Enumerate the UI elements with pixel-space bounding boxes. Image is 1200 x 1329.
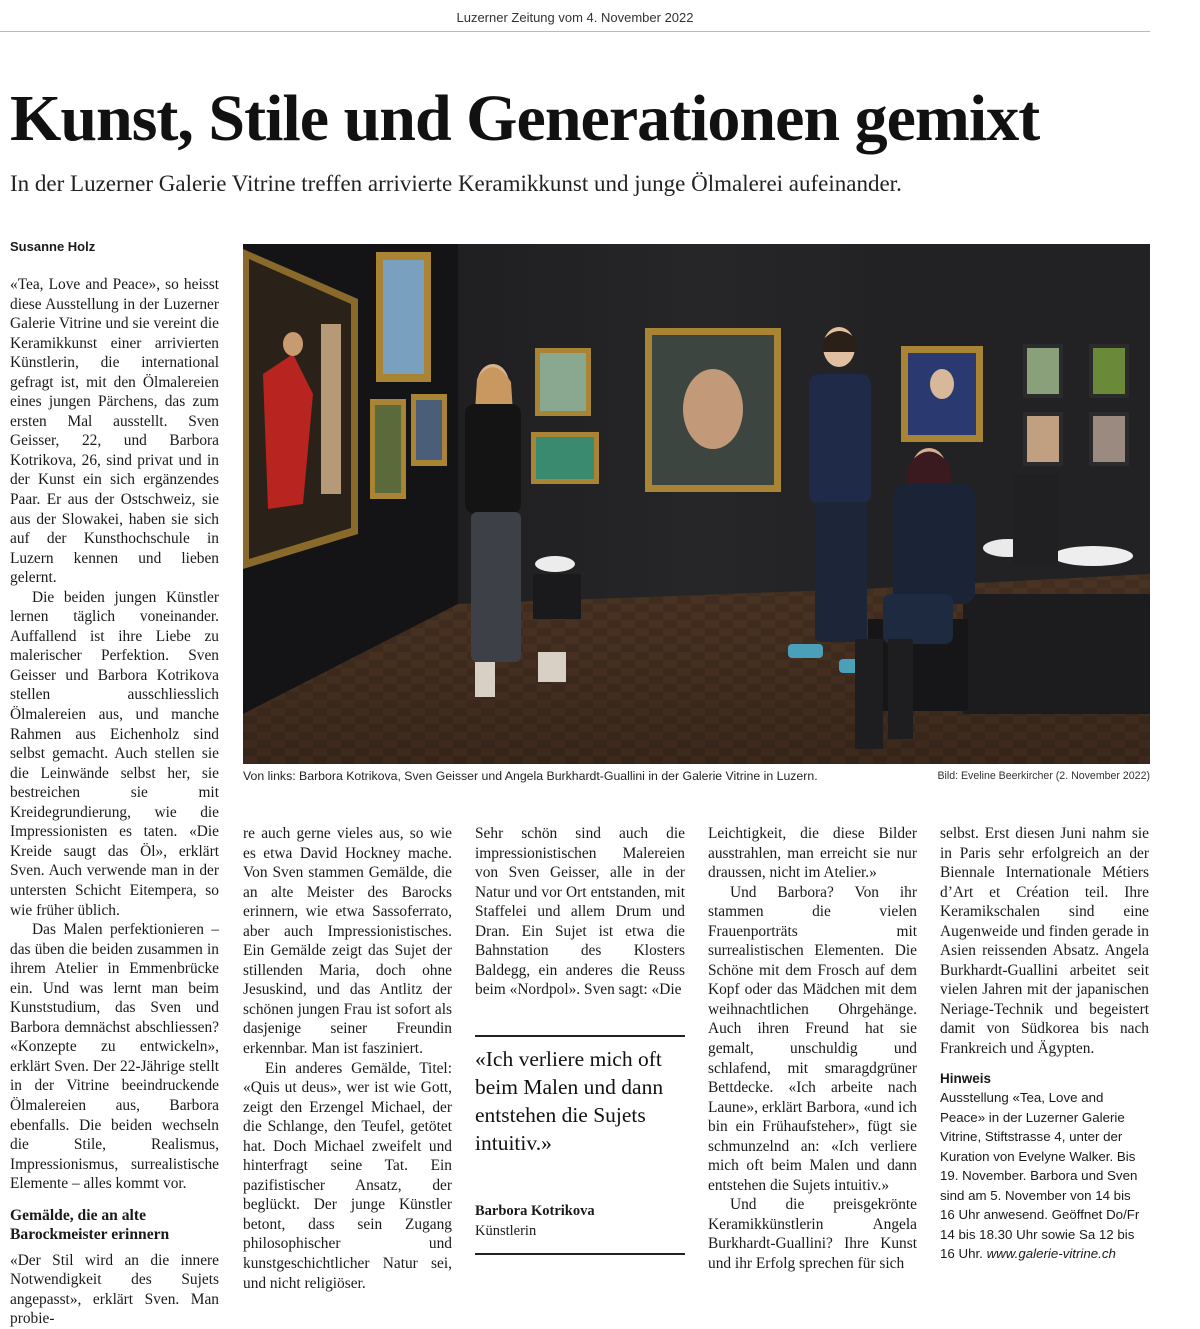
- quote-rule-bottom: [475, 1253, 685, 1255]
- paragraph: Das Malen perfektionieren – das üben die beiden zusammen in ihrem Atelier in Emmenbrücke ein. Und was lernt man beim Kunststudium, das Sven und Barbora demnächst abschliessen? «Konzepte zu entwickeln», erklärt Sven. Der 22-Jährige stellt in der Vitrine beeindruckende Ölmalereien aus, Barbora ebenfalls. Die beiden wechseln die Stile, Realismus, Impressionismus, surrealistische Elemente – alles kommt vor.: [10, 921, 219, 1193]
- paragraph: Die beiden jungen Künstler lernen täglich voneinander. Auffallend ist ihre Liebe zu malerischer Perfektion. Sven Geisser und Barbora Kotrikova stellen ausschliesslich Ölmalereien aus, und manche Rahmen aus Eichenholz sind selbst gemacht. Auch stellen sie die Leinwände selbst her, sie bestreichen sie mit Kreidegrundierung, wie die Impressionisten es taten. «Die Kreide saugt das Öl», erklärt Sven. Auch verwende man in der untersten Schicht Eitempera, so wie früher üblich.: [10, 588, 219, 919]
- paragraph: Und die preisgekrönte Keramikkünstlerin Angela Burkhardt-Guallini? Ihre Kunst und ihr Erfolg sprechen für sich: [708, 1196, 917, 1273]
- quote-rule-top: [475, 1035, 685, 1037]
- paragraph: Ein anderes Gemälde, Titel: «Quis ut deus», wer ist wie Gott, zeigt den Erzengel Michael, der die Schlange, den Teufel, getötet hat. Doch Michael zweifelt und hinterfragt seine Tat. Ein pazifistischer Ansatz, der beglückt. Der junge Künstler betont, dass sein Zugang philosophischer und kunstgeschichtlicher Natur sei, und nicht religiöser.: [243, 1059, 452, 1292]
- quote-text: «Ich verliere mich oft beim Malen und dann entstehen die Sujets intuitiv.»: [475, 1047, 664, 1155]
- subheadline: In der Luzerner Galerie Vitrine treffen arrivierte Keramikkunst und junge Ölmalerei aufeinander.: [10, 171, 902, 196]
- pull-quote: [475, 1035, 685, 1255]
- photo-caption: [243, 769, 1150, 783]
- paragraph: Sehr schön sind auch die impressionistischen Malereien von Sven Geisser, alle in der Natur und vor Ort entstanden, mit Staffelei und allem Drum und Dran. Ein Sujet ist etwa die Bahnstation des Klosters Baldegg, ein anderes die Reuss beim «Nordpol». Sven sagt: «Die: [475, 825, 685, 999]
- info-box-body: Ausstellung «Tea, Love and Peace» in der Luzerner Galerie Vitrine, Stiftstrasse 4, unter der Kuration von Evelyne Walker. Bis 19. November. Barbora und Sven sind am 5. November von 14 bis 16 Uhr anwesend. Geöffnet Do/Fr 14 bis 18.30 Uhr sowie Sa 12 bis 16 Uhr.: [940, 1090, 1140, 1262]
- gallery-photo-illustration: [243, 244, 1150, 764]
- article-column-5: [940, 824, 1149, 1264]
- source-line: Luzerner Zeitung vom 4. November 2022: [456, 10, 694, 25]
- top-divider: [0, 31, 1150, 32]
- paragraph: Und Barbora? Von ihr stammen die vielen Frauenporträts mit surrealistischen Elementen. Die Schöne mit dem Frosch auf dem Kopf oder das Mädchen mit dem weihnachtlichen Ohrgehänge. Auch ihren Freund hat sie gemalt, unschuldig und schlafend, mit smaragdgrüner Bettdecke. «Ich arbeite nach Laune», erklärt Barbora, «und ich bin ein Frühaufsteher», fügt sie schmunzelnd an: «Ich verliere mich oft beim Malen und dann entstehen die Sujets intuitiv.»: [708, 883, 917, 1194]
- paragraph: «Der Stil wird an die innere Notwendigkeit des Sujets angepasst», erklärt Sven. Man probie-: [10, 1251, 219, 1328]
- photo-credit: Bild: Eveline Beerkircher (2. November 2022): [937, 770, 1150, 782]
- paragraph: selbst. Erst diesen Juni nahm sie in Paris sehr erfolgreich an der Biennale Internationale Métiers d’Art et Création teil. Ihre Keramikschalen sind eine Augenweide und finden gerade in Asien reissenden Absatz. Angela Burkhardt-Guallini arbeitet seit vielen Jahren mit der japanischen Neriage-Technik und begeistert damit von Südkorea bis nach Frankreich und Ägypten.: [940, 825, 1149, 1058]
- paragraph: re auch gerne vieles aus, so wie es etwa David Hockney mache. Von Sven stammen Gemälde, die an alte Meister des Barocks erinnern, wie etwa Sassoferrato, aber auch Impressionistisches. Ein Gemälde zeigt das Sujet der stillenden Maria, doch ohne Jesuskind, und das Antlitz der schönen jungen Frau ist sofort als dasjenige seiner Freundin erkennbar. Man ist fasziniert.: [243, 825, 452, 1058]
- article-column-3: [475, 824, 685, 1000]
- paragraph: «Tea, Love and Peace», so heisst diese Ausstellung in der Luzerner Galerie Vitrine und sie vereint die Keramikkunst einer arrivierten Künstlerin, die international gefragt ist, mit den Ölmalereien eines jungen Pärchens, das zum ersten Mal ausstellt. Sven Geisser, 22, und Barbora Kotrikova, 26, sind privat und in der Kunst ein sich ergänzendes Paar. Er aus der Ostschweiz, sie aus der Slowakei, haben sie sich auf der Kunsthochschule in Luzern kennen und lieben gelernt.: [10, 276, 219, 587]
- quote-role: Künstlerin: [475, 1223, 537, 1239]
- info-box-title: Hinweis: [940, 1070, 992, 1086]
- headline: Kunst, Stile und Generationen gemixt: [10, 82, 1040, 155]
- article-column-1: [10, 275, 219, 1329]
- author-byline: Susanne Holz: [10, 239, 96, 254]
- paragraph: Leichtigkeit, die diese Bilder ausstrahlen, man erreicht sie nur draussen, nicht im Atelier.»: [708, 825, 917, 882]
- caption-text: Von links: Barbora Kotrikova, Sven Geisser und Angela Burkhardt-Guallini in der Galerie Vitrine in Luzern.: [243, 769, 818, 783]
- gallery-website-link[interactable]: www.galerie-vitrine.ch: [986, 1246, 1116, 1262]
- article-column-4: [708, 824, 917, 1274]
- info-box-text: [940, 1088, 1149, 1264]
- gallery-photo: [243, 244, 1150, 764]
- section-subtitle: Gemälde, die an alte Barockmeister erinnern: [10, 1206, 170, 1244]
- quote-author: Barbora Kotrikova: [475, 1203, 595, 1219]
- article-column-2: [243, 824, 452, 1293]
